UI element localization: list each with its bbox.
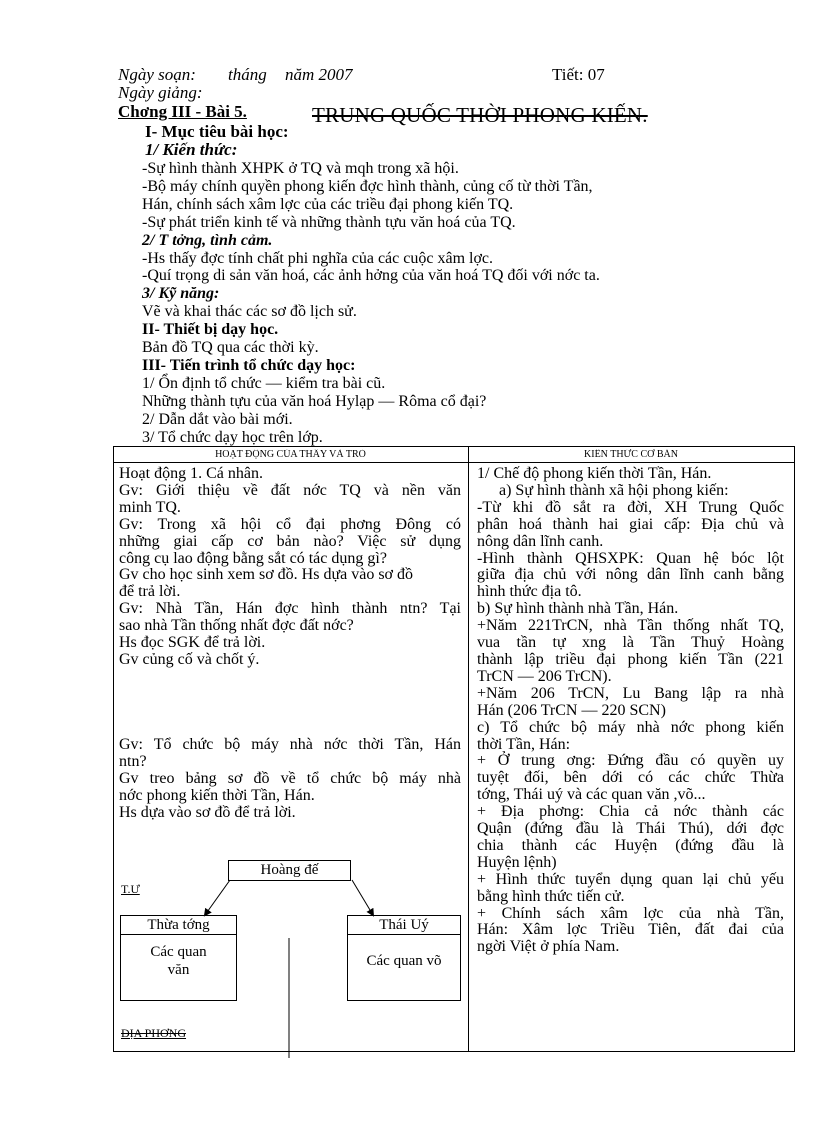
section-muc-tieu: I- Mục tiêu bài học: — [145, 122, 289, 141]
tr-line-4: 3/ Tổ chức dạy học trên lớp. — [142, 428, 323, 446]
left-line: Hs dựa vào sơ đồ để trả lời. — [119, 803, 296, 821]
left-line: Hs đọc SGK để trả lời. — [119, 634, 266, 652]
right-line: TrCN — 206 TrCN). — [477, 667, 612, 685]
right-line: + Ở trung ơng: Đứng đầu có quyền uy — [477, 752, 784, 770]
tiet: Tiết: 07 — [552, 65, 605, 84]
left-line: Gv: Nhà Tần, Hán đợc hình thành ntn? Tại — [119, 600, 461, 618]
left-line: những giai cấp cơ bản nào? Việc sử dụng — [119, 532, 461, 550]
right-line: phân hoá thành hai giai cấp: Địa chủ và — [477, 515, 784, 533]
right-line: chia thành các Huyện (đứng đầu là — [477, 836, 784, 854]
left-line: Gv: Trong xã hội cổ đại phơng Đông có — [119, 515, 461, 533]
section-thiet-bi: II- Thiết bị dạy học. — [142, 321, 279, 339]
left-line: Gv: Tổ chức bộ máy nhà nớc thời Tần, Hán — [119, 736, 461, 753]
quan-van-line-2: văn — [167, 962, 190, 978]
right-line: Huyện lệnh) — [477, 853, 557, 871]
left-line: công cụ lao động bằng sắt có tác dụng gì? — [119, 549, 387, 567]
left-line: Hoạt động 1. Cá nhân. — [119, 465, 263, 482]
right-line: a) Sự hình thành xã hội phong kiến: — [499, 481, 729, 499]
left-line: minh TQ. — [119, 498, 181, 516]
chapter-label: Chơng III - Bài 5. — [118, 102, 247, 121]
thai-uy-label: Thái Uý — [348, 916, 460, 935]
tr-line-1: 1/ Ổn định tổ chức — kiểm tra bài cũ. — [142, 374, 386, 392]
box-thua-tuong — [120, 915, 237, 1001]
arrow-to-thua-tuong — [205, 880, 230, 915]
right-line: +Năm 206 TrCN, Lu Bang lập ra nhà — [477, 684, 784, 702]
right-line: tuyệt đối, bên dới có các chức Thừa — [477, 769, 784, 787]
right-line: b) Sự hình thành nhà Tần, Hán. — [477, 600, 679, 618]
tr-line-2: Những thành tựu của văn hoá Hylạp — Rôma cổ đại? — [142, 392, 487, 410]
left-line: Gv treo bảng sơ đồ về tổ chức bộ máy nhà — [119, 769, 461, 787]
tt-line-1: -Hs thấy đợc tính chất phi nghĩa của các cuộc xâm lợc. — [142, 249, 494, 267]
sub-ky-nang: 3/ Kỹ năng: — [142, 285, 220, 303]
col-header-left: HOẠT ĐỘNG CỦA THẦY VÀ TRÒ — [215, 449, 366, 460]
right-line: Hán: Xâm lợc Triều Tiên, đất đai của — [477, 921, 784, 939]
sub-tu-tuong: 2/ T tởng, tình cảm. — [142, 231, 273, 249]
sub-kien-thuc: 1/ Kiến thức: — [145, 140, 238, 159]
right-line: vua tần tự xng là Tần Thuỷ Hoàng — [477, 634, 784, 652]
left-line: nớc phong kiến thời Tần, Hán. — [119, 786, 315, 804]
right-line: -Hình thành QHSXPK: Quan hệ bóc lột — [477, 549, 784, 567]
quan-van-line-1: Các quan — [150, 944, 207, 960]
tt-line-2: -Quí trọng di sản văn hoá, các ảnh hởng của văn hoá TQ đối với nớc ta. — [142, 267, 600, 285]
kt-line-3: Hán, chính sách xâm lợc của các triều đại phong kiến TQ. — [142, 195, 514, 213]
tb-line-1: Bản đồ TQ qua các thời kỳ. — [142, 339, 319, 357]
right-line: + Địa phơng: Chia cả nớc thành các — [477, 803, 784, 821]
right-line: thành lập triều đại phong kiến Tần (221 — [477, 650, 784, 668]
left-line: ntn? — [119, 752, 147, 770]
right-line: ngời Việt ở phía Nam. — [477, 938, 620, 956]
ngay-giang: Ngày giảng: — [118, 83, 203, 102]
right-line: tớng, Thái uý và các quan văn ,võ... — [477, 786, 706, 804]
kt-line-1: -Sự hình thành XHPK ở TQ và mqh trong xã hội. — [142, 160, 459, 177]
right-line: bằng hình thức tiến cử. — [477, 887, 625, 905]
right-line: Quận (đứng đầu là Thái Thú), dới đợc — [477, 820, 784, 838]
left-line: để trả lời. — [119, 583, 181, 601]
kt-line-2: -Bộ máy chính quyền phong kiến đợc hình thành, củng cố từ thời Tần, — [142, 177, 593, 195]
left-line: Gv: Giới thiệu về đất nớc TQ và nền văn — [119, 481, 461, 499]
right-line: + Hình thức tuyển dụng quan lại chủ yếu — [477, 870, 784, 888]
right-line: Hán (206 TrCN — 220 SCN) — [477, 701, 666, 719]
ngay-soan: Ngày soạn: — [118, 65, 196, 84]
kt-line-4: -Sự phát triển kinh tế và những thành tựu văn hoá của TQ. — [142, 213, 516, 231]
right-line: nông dân lĩnh canh. — [477, 532, 604, 550]
hoang-de-label: Hoàng đế — [260, 862, 319, 878]
thua-tuong-label: Thừa tớng — [121, 916, 236, 935]
right-line: 1/ Chế độ phong kiến thời Tần, Hán. — [477, 465, 712, 482]
tr-line-3: 2/ Dẫn dắt vào bài mới. — [142, 410, 293, 428]
thang: tháng — [228, 65, 267, 84]
right-line: thời Tần, Hán: — [477, 735, 571, 753]
box-hoang-de — [228, 860, 351, 881]
right-line: hình thức địa tô. — [477, 583, 582, 601]
box-thai-uy — [347, 915, 461, 1001]
label-dia-phuong: ĐỊA PHƠNG — [121, 1026, 187, 1040]
page-title: TRUNG QUỐC THỜI PHONG KIẾN. — [312, 103, 648, 127]
right-line: + Chính sách xâm lợc của nhà Tần, — [477, 904, 784, 922]
right-line: +Năm 221TrCN, nhà Tần thống nhất TQ, — [477, 617, 784, 635]
nam: năm 2007 — [285, 65, 353, 84]
kn-line-1: Vẽ và khai thác các sơ đồ lịch sử. — [142, 303, 357, 321]
left-line: Gv củng cố và chốt ý. — [119, 650, 260, 668]
section-tien-trinh: III- Tiến trình tổ chức dạy học: — [142, 356, 356, 374]
arrow-to-thai-uy — [352, 880, 373, 915]
left-line: Gv cho học sinh xem sơ đồ. Hs dựa vào sơ đồ — [119, 566, 414, 584]
quan-vo-label: Các quan võ — [366, 953, 442, 969]
right-line: giữa địa chủ với nông dân lĩnh canh bằng — [477, 566, 784, 584]
label-tu: T.Ư — [121, 882, 140, 896]
left-line: sao nhà Tần thống nhất đợc đất nớc? — [119, 617, 354, 635]
right-line: c) Tổ chức bộ máy nhà nớc phong kiến — [477, 718, 784, 736]
right-line: -Từ khi đồ sắt ra đời, XH Trung Quốc — [477, 498, 784, 516]
col-header-right: KIẾN THỨC CƠ BẢN — [584, 449, 678, 460]
